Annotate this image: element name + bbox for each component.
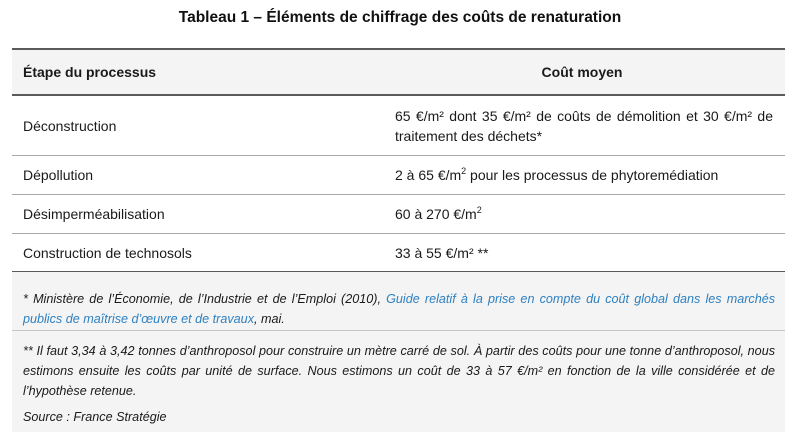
row-cost: 33 à 55 €/m² ** — [379, 234, 785, 273]
table-row — [12, 234, 785, 273]
table-row — [12, 156, 785, 195]
row-step: Déconstruction — [12, 95, 379, 156]
row-cost-value: 60 à 270 €/m — [395, 206, 477, 222]
row-step: Désimperméabilisation — [12, 195, 379, 234]
row-cost — [379, 195, 785, 234]
source-note: Source : France Stratégie — [23, 410, 167, 424]
table-row — [12, 195, 785, 234]
footnote-2: ** Il faut 3,34 à 3,42 tonnes d’anthroposol pour construire un mètre carré de sol. À partir des coûts pour une tonne d’anthroposol, nous estimons ensuite les coûts par unité de surface. Nous estimons un coût de 33 à 57 €/m² en fonction de la ville considérée et de l’hypothèse retenue. — [23, 344, 775, 398]
table-title: Tableau 1 – Éléments de chiffrage des coûts de renaturation — [178, 9, 622, 26]
guide-link[interactable]: Guide relatif à la prise en compte du coût global dans les marchés publics de maîtrise d’œuvre et de travaux — [23, 292, 775, 326]
table-row — [12, 95, 785, 156]
notes-panel — [12, 272, 785, 432]
footnote-1-text: * Ministère de l’Économie, de l’Industrie et de l’Emploi (2010), — [23, 292, 387, 306]
row-step: Construction de technosols — [12, 234, 379, 273]
cost-table — [12, 48, 785, 273]
row-cost-value: 2 à 65 €/m — [395, 167, 462, 183]
row-cost — [379, 156, 785, 195]
row-cost-exponent: 2 — [476, 205, 482, 215]
row-cost: 65 €/m² dont 35 €/m² de coûts de démolition et 30 €/m² de traitement des déchets* — [379, 95, 785, 156]
header-step: Étape du processus — [12, 49, 379, 95]
notes-divider — [12, 330, 785, 331]
footnote-1 — [23, 289, 775, 329]
footnote-1-suffix: , mai. — [254, 312, 285, 326]
header-cost: Coût moyen — [379, 49, 785, 95]
row-step: Dépollution — [12, 156, 379, 195]
row-cost-suffix: pour les processus de phytoremédiation — [466, 167, 719, 183]
table-header-row — [12, 49, 785, 95]
row-cost-exponent: 2 — [461, 166, 467, 176]
